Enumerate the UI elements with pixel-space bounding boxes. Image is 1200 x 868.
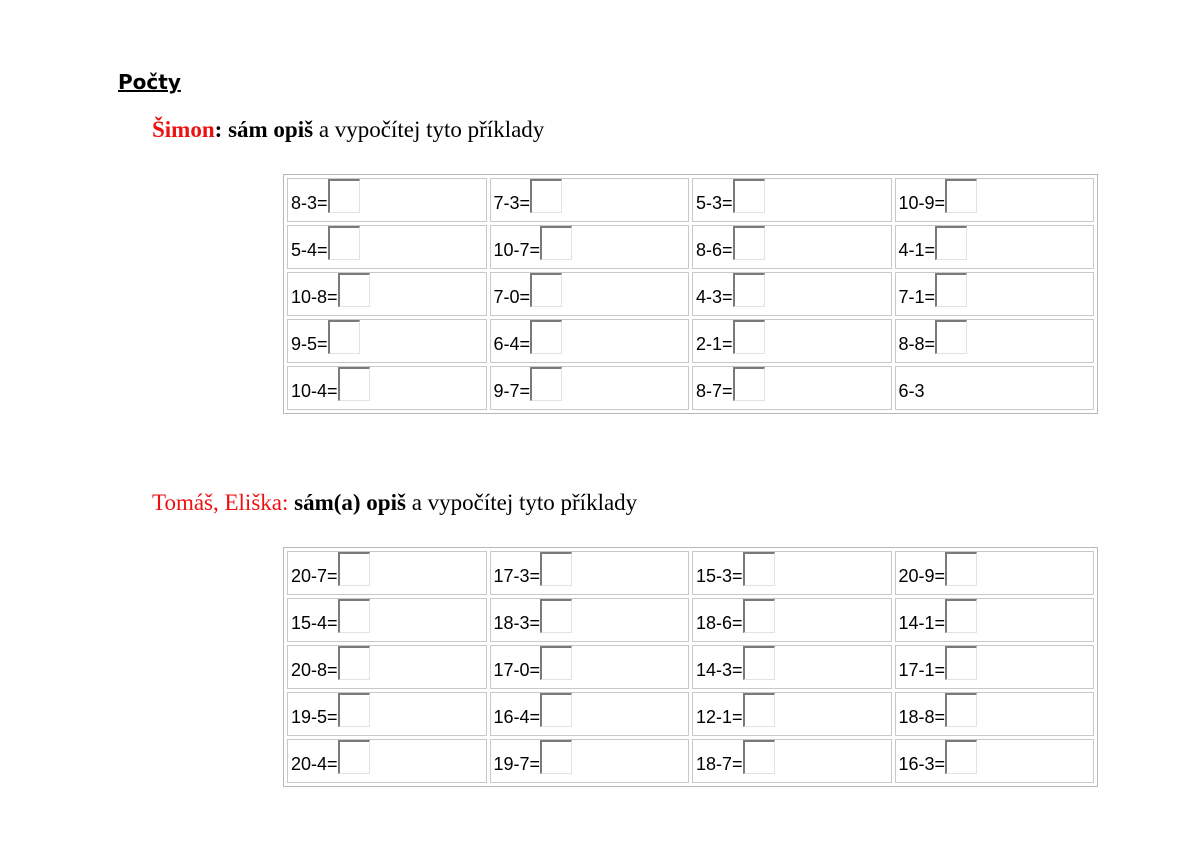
exercise-cell <box>895 692 1095 736</box>
exercise-cell <box>287 319 487 363</box>
exercise-cell <box>895 225 1095 269</box>
exercise-cell <box>490 366 690 410</box>
exercise-expression: 5-4= <box>291 240 328 260</box>
exercise-cell <box>287 178 487 222</box>
exercise-expression: 15-3= <box>696 566 743 586</box>
instruction-colon: : <box>214 117 223 142</box>
exercise-expression: 14-1= <box>898 613 946 633</box>
answer-input[interactable] <box>945 693 977 727</box>
answer-input[interactable] <box>328 320 360 354</box>
exercise-cell <box>490 272 690 316</box>
exercise-cell <box>692 272 892 316</box>
exercise-expression: 10-8= <box>291 287 338 307</box>
exercise-cell <box>287 272 487 316</box>
exercise-expression: 12-1= <box>696 707 743 727</box>
exercise-expression: 16-3= <box>898 754 946 774</box>
exercise-cell <box>692 645 892 689</box>
answer-input[interactable] <box>945 599 977 633</box>
exercise-cell <box>692 366 892 410</box>
exercise-expression: 6-3 <box>898 381 925 401</box>
answer-input[interactable] <box>328 226 360 260</box>
exercise-cell <box>692 692 892 736</box>
exercise-expression: 14-3= <box>696 660 743 680</box>
exercise-expression: 18-7= <box>696 754 743 774</box>
exercise-cell <box>895 645 1095 689</box>
answer-input[interactable] <box>733 320 765 354</box>
answer-input[interactable] <box>743 552 775 586</box>
exercise-cell <box>895 178 1095 222</box>
answer-input[interactable] <box>540 646 572 680</box>
exercise-cell <box>490 178 690 222</box>
exercise-cell <box>895 272 1095 316</box>
answer-input[interactable] <box>743 599 775 633</box>
exercise-expression: 7-3= <box>493 193 531 213</box>
exercise-cell <box>287 598 487 642</box>
table-row <box>287 272 1094 316</box>
exercise-cell <box>490 225 690 269</box>
answer-input[interactable] <box>935 226 967 260</box>
answer-input[interactable] <box>338 693 370 727</box>
exercise-cell <box>490 739 690 783</box>
exercise-expression: 20-7= <box>291 566 338 586</box>
answer-input[interactable] <box>328 179 360 213</box>
exercise-expression: 20-4= <box>291 754 338 774</box>
table-row <box>287 225 1094 269</box>
exercise-expression: 9-5= <box>291 334 328 354</box>
instruction-bold: sám opiš <box>228 117 314 142</box>
exercise-expression: 2-1= <box>696 334 733 354</box>
exercise-expression: 7-0= <box>493 287 531 307</box>
exercise-cell <box>692 225 892 269</box>
exercise-cell <box>490 598 690 642</box>
answer-input[interactable] <box>945 646 977 680</box>
answer-input[interactable] <box>338 367 370 401</box>
exercise-expression: 8-3= <box>291 193 328 213</box>
exercise-cell <box>490 319 690 363</box>
exercise-cell <box>490 645 690 689</box>
answer-input[interactable] <box>733 179 765 213</box>
instruction-simon <box>152 118 544 141</box>
exercise-expression: 4-3= <box>696 287 733 307</box>
exercise-expression: 8-8= <box>898 334 936 354</box>
exercise-expression: 18-8= <box>898 707 946 727</box>
answer-input[interactable] <box>540 226 572 260</box>
student-name-simon: Šimon <box>152 117 215 142</box>
table-row <box>287 551 1094 595</box>
answer-input[interactable] <box>540 740 572 774</box>
exercise-cell <box>287 692 487 736</box>
exercise-expression: 4-1= <box>898 240 936 260</box>
table-row <box>287 319 1094 363</box>
exercise-cell <box>287 225 487 269</box>
exercise-expression: 10-4= <box>291 381 338 401</box>
exercise-expression: 20-9= <box>898 566 946 586</box>
answer-input[interactable] <box>743 646 775 680</box>
answer-input[interactable] <box>945 740 977 774</box>
exercise-expression: 19-7= <box>493 754 541 774</box>
exercise-cell <box>895 319 1095 363</box>
exercise-cell <box>287 551 487 595</box>
table-row <box>287 178 1094 222</box>
exercise-cell <box>490 551 690 595</box>
answer-input[interactable] <box>945 179 977 213</box>
exercise-cell <box>490 692 690 736</box>
exercise-expression: 10-9= <box>898 193 946 213</box>
answer-input[interactable] <box>530 273 562 307</box>
exercise-cell <box>287 366 487 410</box>
answer-input[interactable] <box>540 693 572 727</box>
exercise-cell <box>287 739 487 783</box>
answer-input[interactable] <box>540 599 572 633</box>
exercise-cell <box>895 366 1095 410</box>
table-row <box>287 692 1094 736</box>
answer-input[interactable] <box>733 273 765 307</box>
exercise-cell <box>692 551 892 595</box>
answer-input[interactable] <box>530 320 562 354</box>
exercise-expression: 10-7= <box>493 240 541 260</box>
exercise-expression: 16-4= <box>493 707 541 727</box>
exercise-expression: 18-6= <box>696 613 743 633</box>
instruction-rest: a vypočítej tyto příklady <box>411 490 638 515</box>
exercise-cell <box>692 739 892 783</box>
exercise-cell <box>692 319 892 363</box>
instruction-bold: sám(a) opiš <box>294 490 406 515</box>
exercise-cell <box>895 551 1095 595</box>
instruction-tomas-eliska <box>152 491 637 514</box>
exercise-expression: 8-7= <box>696 381 733 401</box>
student-names-tomas-eliska: Tomáš, Eliška: <box>152 490 289 515</box>
table-row <box>287 645 1094 689</box>
answer-input[interactable] <box>338 740 370 774</box>
exercise-expression: 7-1= <box>898 287 936 307</box>
exercise-cell <box>895 598 1095 642</box>
answer-input[interactable] <box>338 599 370 633</box>
answer-input[interactable] <box>338 646 370 680</box>
answer-input[interactable] <box>733 367 765 401</box>
exercise-expression: 6-4= <box>493 334 531 354</box>
exercise-expression: 15-4= <box>291 613 338 633</box>
instruction-rest: a vypočítej tyto příklady <box>318 117 545 142</box>
exercise-expression: 19-5= <box>291 707 338 727</box>
table-row <box>287 366 1094 410</box>
exercise-cell <box>895 739 1095 783</box>
answer-input[interactable] <box>530 367 562 401</box>
answer-input[interactable] <box>733 226 765 260</box>
answer-input[interactable] <box>540 552 572 586</box>
exercise-expression: 18-3= <box>493 613 541 633</box>
exercise-table-tomas-eliska <box>283 547 1098 787</box>
answer-input[interactable] <box>743 740 775 774</box>
answer-input[interactable] <box>530 179 562 213</box>
table-row <box>287 739 1094 783</box>
answer-input[interactable] <box>945 552 977 586</box>
answer-input[interactable] <box>935 273 967 307</box>
answer-input[interactable] <box>935 320 967 354</box>
exercise-cell <box>287 645 487 689</box>
table-row <box>287 598 1094 642</box>
exercise-expression: 5-3= <box>696 193 733 213</box>
exercise-cell <box>692 178 892 222</box>
page-title: Počty <box>118 70 181 94</box>
exercise-expression: 17-3= <box>493 566 541 586</box>
exercise-cell <box>692 598 892 642</box>
answer-input[interactable] <box>338 552 370 586</box>
exercise-expression: 9-7= <box>493 381 531 401</box>
exercise-expression: 8-6= <box>696 240 733 260</box>
exercise-expression: 17-1= <box>898 660 946 680</box>
exercise-table-simon <box>283 174 1098 414</box>
answer-input[interactable] <box>338 273 370 307</box>
exercise-expression: 17-0= <box>493 660 541 680</box>
exercise-expression: 20-8= <box>291 660 338 680</box>
answer-input[interactable] <box>743 693 775 727</box>
